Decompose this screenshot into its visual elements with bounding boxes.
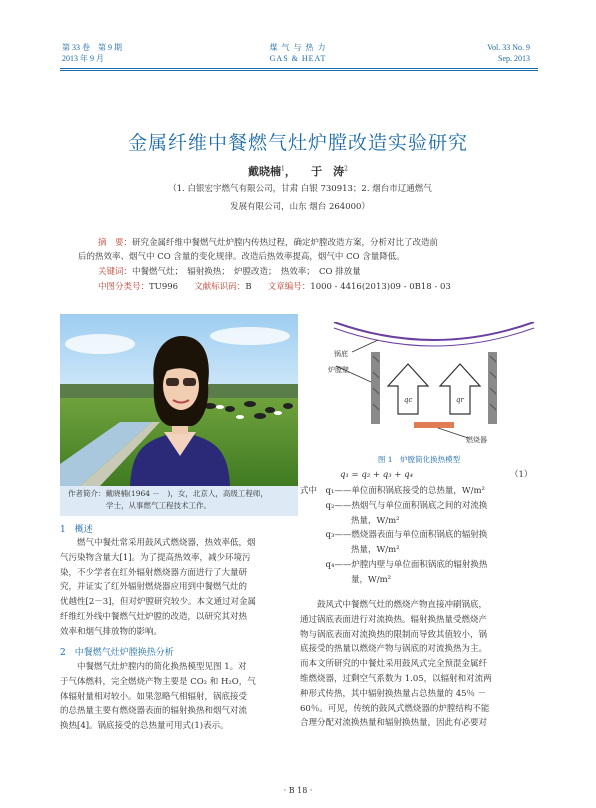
arrow-label-qc: qc xyxy=(404,396,413,404)
right-paragraph xyxy=(300,598,538,731)
abstract-line-1 xyxy=(98,237,530,250)
p3-line: 维燃烧器，过剩空气系数为 1.05，以辐射和对流两 xyxy=(300,673,492,684)
author-2-sup: 2 xyxy=(344,165,348,173)
radiation-arrow-icon xyxy=(440,364,480,414)
author-1-sup: 1 xyxy=(281,165,285,173)
p3-line: 通过锅底表面进行对流换热。辐射换热量受燃烧产 xyxy=(300,614,488,625)
doc-code-label: 文献标识码： xyxy=(194,282,246,292)
section-2-heading: 2 中餐燃气灶炉膛换热分析 xyxy=(60,648,174,658)
p3-line: 60％。可见，传统的鼓风式燃烧器的炉膛结构不能 xyxy=(300,703,490,714)
article-no-value: 1000 - 4416(2013)09 - 0B18 - 03 xyxy=(310,282,451,292)
p2-line: 于气体燃料，完全燃烧产物主要是 CO₂ 和 H₂O，气 xyxy=(60,676,256,687)
p1-line: 效率和烟气排放物的影响。 xyxy=(60,626,163,637)
author-line: 戴晓楠$^1$， 于 涛$^2$ xyxy=(248,165,348,178)
header-rule-thin xyxy=(60,70,538,71)
affiliation-line-2: 发展有限公司，山东 烟台 264000） xyxy=(230,202,370,212)
definition-line: q₄——炉膛内壁与单位面积锅底的辐射换热 xyxy=(300,559,488,570)
clc-label: 中图分类号： xyxy=(98,282,150,292)
header-journal-cn: 煤 气 与 热 力 xyxy=(269,43,327,52)
author-photo xyxy=(60,314,298,486)
p1-line: 燃气中餐灶常采用鼓风式燃烧器，热效率低，烟 xyxy=(77,538,256,548)
header-date-en-line: Sep. 2013 xyxy=(498,54,530,63)
p3-line: 底接受的热量以燃烧产物与锅底的对流换热为主。 xyxy=(300,644,488,655)
figure-1-caption: 图 1 炉膛简化换热模型 xyxy=(377,455,461,464)
abstract-label: 摘 要： xyxy=(98,238,133,248)
arrow-label-qr: qr xyxy=(456,396,464,404)
keywords-text: 中餐燃气灶； 辐射换热； 炉膛改造； 热效率； CO 排放量 xyxy=(132,267,361,277)
article-no-label: 文章编号： xyxy=(267,282,311,292)
clc-value: TU996 xyxy=(149,282,179,292)
definition-line: q₂——热烟气与单位面积锅底之间的对流换 xyxy=(300,500,488,511)
author-2: 于 涛 xyxy=(311,165,345,178)
paper-title: 金属纤维中餐燃气灶炉膛改造实验研究 xyxy=(127,132,468,154)
author-bio-line-1: 作者简介：戴晓楠(1964 － )，女，北京人，高级工程师， xyxy=(68,489,268,498)
header-volume-line: 第 33 卷 第 9 期 xyxy=(62,43,122,52)
p2-line: 中餐燃气灶炉膛内的简化换热模型见图 1。对 xyxy=(77,662,247,672)
header-date-line: 2013 年 9 月 xyxy=(62,54,104,63)
section-1-heading: 1 概述 xyxy=(60,525,93,535)
p2-line: 体辐射量相对较小。如果忽略气相辐射，锅底接受 xyxy=(60,691,248,702)
p2-line: 换热[4]。锅底接受的总热量可用式(1)表示。 xyxy=(60,721,229,732)
classification-line xyxy=(98,281,530,294)
author-photo-image xyxy=(60,314,298,486)
p3-line: 种形式传热，其中辐射换热量占总热量的 45％ － xyxy=(300,688,487,699)
definition-line: 量，W/m² xyxy=(300,574,392,585)
section-1-paragraph xyxy=(60,536,298,640)
doc-code-value: B xyxy=(245,282,252,292)
equation-1-number: （1） xyxy=(510,470,533,480)
author-1: 戴晓楠 xyxy=(248,165,281,178)
definition-line: 热量，W/m² xyxy=(300,515,400,526)
affiliation-line-1: （1. 白银宏宇燃气有限公司，甘肃 白银 730913；2. 烟台市辽通燃气 xyxy=(168,184,432,194)
equation-1: q₁ = q₂ + q₃ + q₄ xyxy=(340,470,413,480)
p2-line: 的总热量主要有燃烧器表面的辐射换热和烟气对流 xyxy=(60,706,248,717)
abstract-text-1: 研究金属纤维中餐燃气灶炉膛内传热过程，确定炉膛改造方案，分析对比了改造前 xyxy=(132,238,439,248)
burner-block xyxy=(414,422,454,428)
left-furnace-wall xyxy=(371,352,380,424)
p1-line: 染，不少学者在红外辐射燃烧器方面进行了大量研 xyxy=(60,567,248,578)
definition-line: 热量，W/m² xyxy=(300,545,400,556)
p3-line: 合理分配对流换热量和辐射换热量，因此有必要对 xyxy=(300,718,488,729)
equation-definitions xyxy=(300,484,538,588)
keywords-line xyxy=(98,266,530,279)
p1-line: 究，并证实了红外辐射燃烧器应用到中餐燃气灶的 xyxy=(60,582,248,593)
p3-line: 而本文所研究的中餐灶采用鼓风式完全预混金属纤 xyxy=(300,659,488,670)
p3-line: 物与锅底表面对流换热的限制而导致其值较小，锅 xyxy=(300,629,488,640)
heat-model-svg xyxy=(328,322,540,444)
author-bio-box xyxy=(60,486,298,516)
label-furnace-wall: 炉膛壁 xyxy=(328,366,349,374)
label-pot-bottom: 锅底 xyxy=(334,350,348,358)
p1-line: 纤维红外线中餐燃气灶炉膛的改造，以研究其对热 xyxy=(60,611,248,622)
header-vol-en xyxy=(487,42,530,64)
p3-line: 鼓风式中餐燃气灶的燃烧产物直接冲刷锅底， xyxy=(317,600,488,610)
p1-line: 优越性[2－3]，但对炉膛研究较少。本文通过对金属 xyxy=(60,597,256,608)
page-number: · B 18 · xyxy=(283,786,313,795)
abstract-line-2: 后的热效率、烟气中 CO 含量的变化规律。改造后热效率提高，烟气中 CO 含量降低。 xyxy=(78,252,405,262)
keywords-label: 关键词： xyxy=(98,267,133,277)
header-vol-en-line: Vol. 33 No. 9 xyxy=(487,43,530,52)
right-furnace-wall xyxy=(488,352,497,424)
header-rule xyxy=(60,68,538,69)
header-journal-en: GAS & HEAT xyxy=(269,54,327,63)
definition-line: q₃——燃烧器表面与单位面积锅底的辐射换 xyxy=(300,530,488,541)
convection-arrow-icon xyxy=(388,364,428,414)
definition-line: 式中 q₁——单位面积锅底接受的总热量，W/m² xyxy=(300,486,485,496)
section-2-paragraph xyxy=(60,660,298,734)
label-burner: 燃烧器 xyxy=(466,436,487,444)
author-bio-line-2: 学士，从事燃气工程技术工作。 xyxy=(106,501,211,510)
p1-line: 气污染物含量大[1]。为了提高热效率，减少环境污 xyxy=(60,552,251,563)
figure-1-diagram xyxy=(328,322,540,444)
